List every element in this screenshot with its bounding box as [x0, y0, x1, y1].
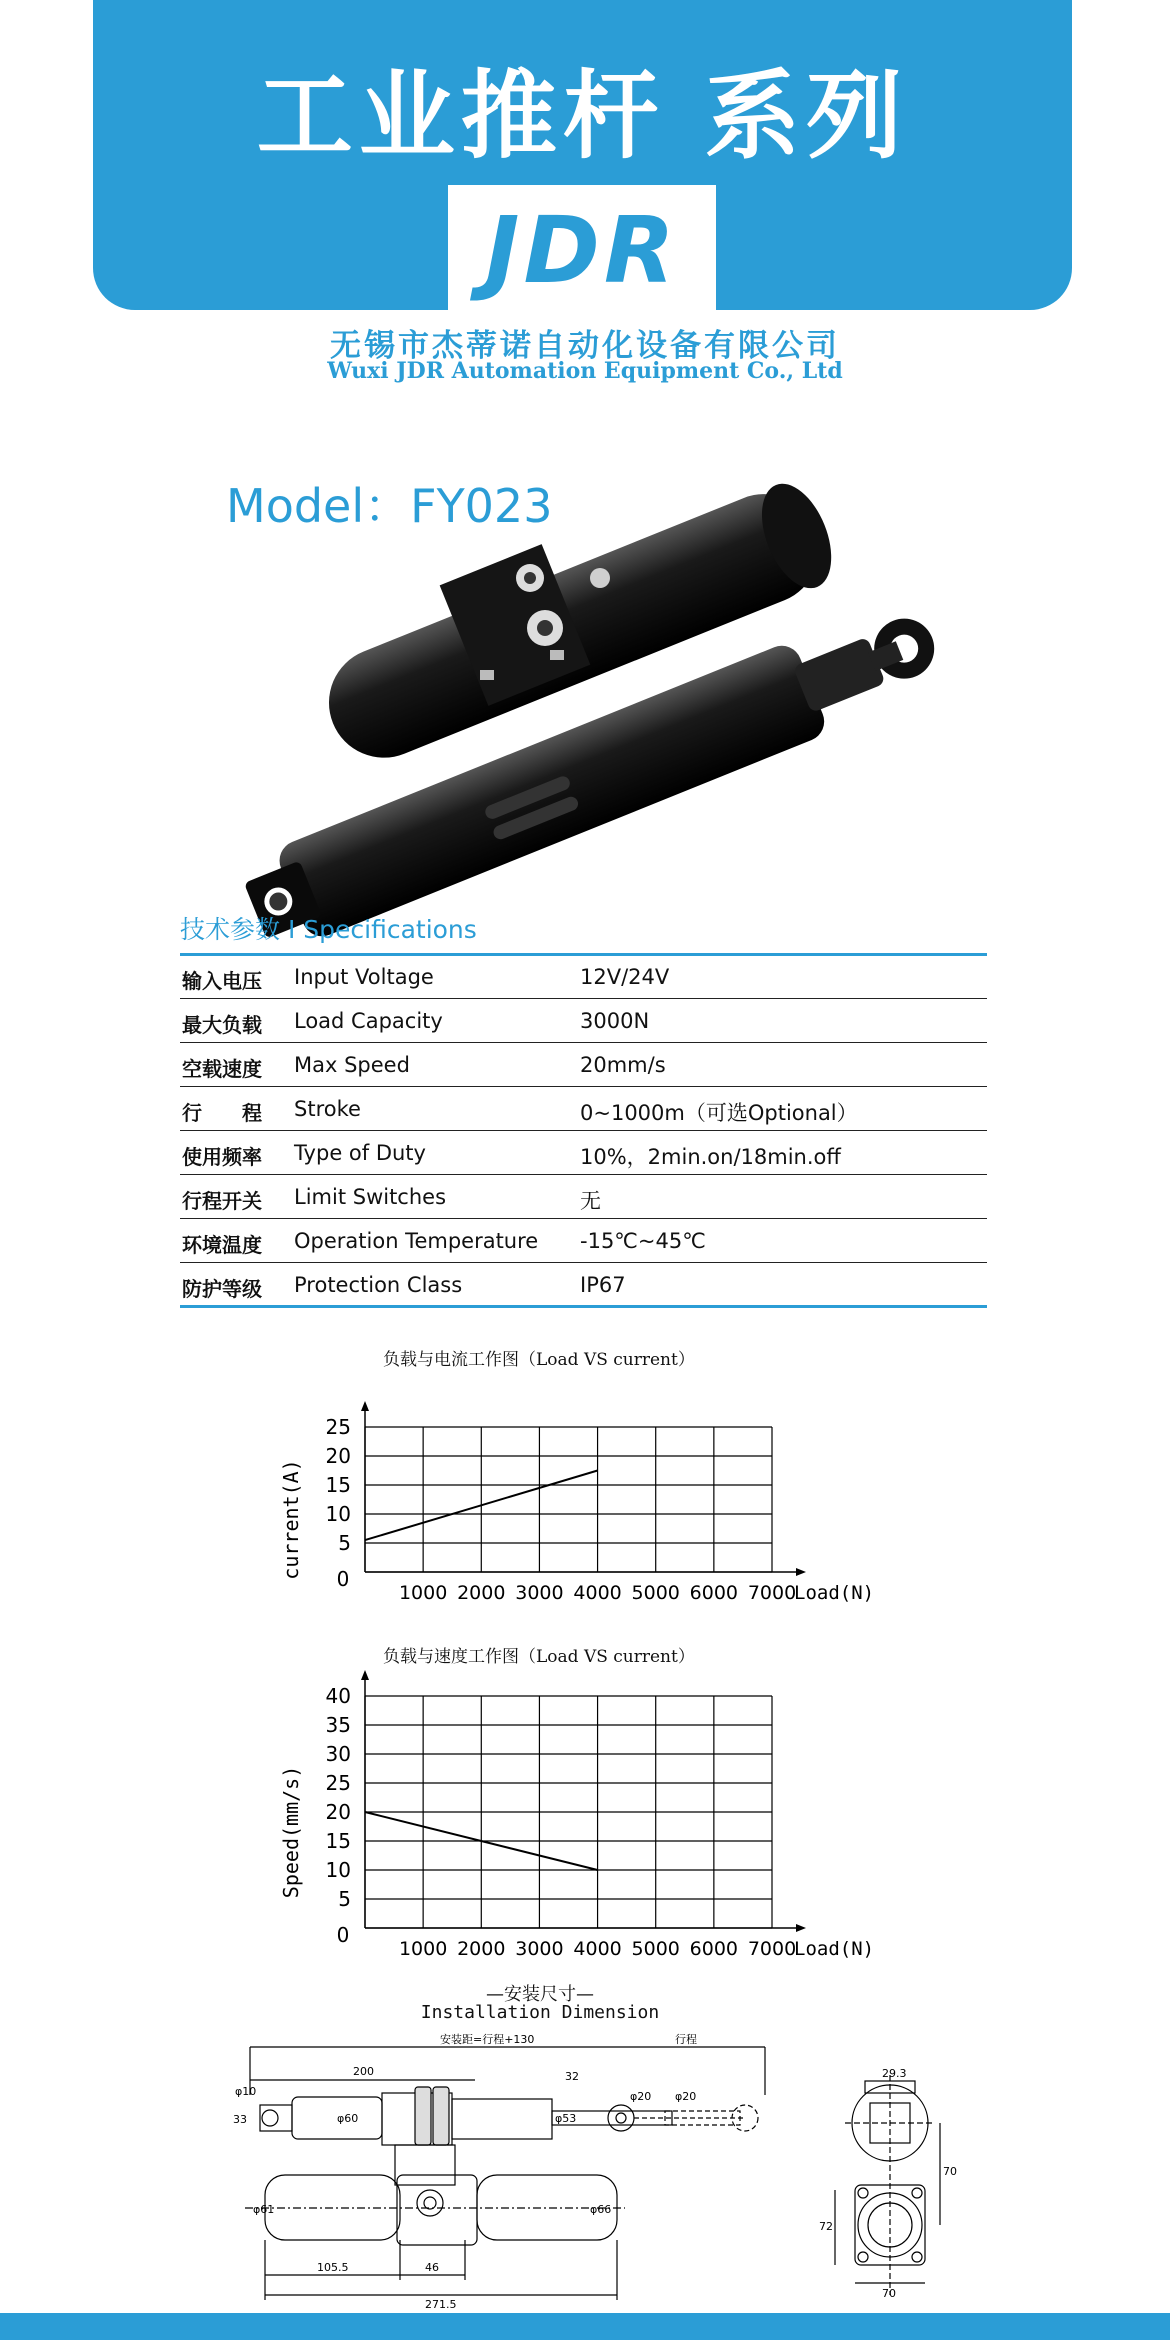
installation-drawing: [225, 2025, 955, 2325]
x-tick-label: 2000: [457, 1582, 506, 1604]
y-tick-label: 20: [325, 1800, 351, 1824]
x-axis-arrow: [796, 1924, 806, 1932]
chart-load-vs-speed: [270, 1670, 910, 1970]
dim-66: φ66: [590, 2203, 612, 2216]
jdr-logo: JDR: [485, 197, 679, 304]
x-tick-label: 5000: [631, 1938, 680, 1960]
actuator-product-image: [270, 460, 920, 900]
x-axis-label: Load(N): [794, 1582, 875, 1604]
dim-side-70v: 70: [943, 2165, 957, 2178]
installation-title-en: Installation Dimension: [420, 2002, 660, 2023]
dim-20a: φ20: [630, 2090, 652, 2103]
spec-label-en: Protection Class: [294, 1273, 463, 1297]
y-tick-label: 40: [325, 1684, 351, 1708]
logo-box: [448, 185, 716, 310]
spec-label-cn: 行程开关: [182, 1189, 262, 1213]
spec-value: 20mm/s: [580, 1053, 666, 1077]
spec-value: 10%，2min.on/18min.off: [580, 1145, 841, 1169]
dim-46: 46: [425, 2261, 439, 2274]
dim-60: φ60: [337, 2112, 359, 2125]
header-banner: [93, 0, 1072, 310]
x-tick-label: 1000: [398, 1938, 448, 1960]
specs-table: [180, 955, 987, 1306]
spec-row-protection-class: [180, 1263, 987, 1306]
spec-value: 0~1000m（可选Optional）: [580, 1101, 858, 1125]
dim-61: φ61: [253, 2203, 275, 2216]
x-tick-label: 5000: [631, 1582, 680, 1604]
spec-row-operation-temperature: [180, 1219, 987, 1263]
dim-stroke: 行程: [675, 2033, 697, 2046]
spec-value: -15℃~45℃: [580, 1229, 706, 1253]
spec-label-cn: 防护等级: [182, 1277, 262, 1301]
x-axis-label: Load(N): [794, 1938, 875, 1960]
spec-value: 3000N: [580, 1009, 650, 1033]
spec-row-max-speed: [180, 1043, 987, 1087]
x-tick-label: 7000: [747, 1582, 797, 1604]
x-tick-label: 3000: [515, 1938, 564, 1960]
series-title: 工业推杆 系列: [256, 60, 909, 172]
y-axis-label: Speed(mm/s): [279, 1765, 303, 1899]
dim-32: 32: [565, 2070, 579, 2083]
y-tick-label: 25: [325, 1415, 351, 1439]
spec-row-input-voltage: [180, 955, 987, 999]
specs-bottom-rule: [180, 1305, 987, 1308]
dim-105: 105.5: [317, 2261, 349, 2274]
origin-label: 0: [336, 1567, 350, 1591]
x-tick-label: 6000: [689, 1582, 739, 1604]
spec-label-cn: 输入电压: [182, 969, 262, 993]
y-tick-label: 10: [325, 1502, 351, 1526]
spec-value: IP67: [580, 1273, 626, 1297]
spec-row-type-of-duty: [180, 1131, 987, 1175]
chart-current-title: 负载与电流工作图（Load VS current）: [383, 1350, 695, 1370]
chart-load-vs-current: [270, 1380, 910, 1610]
y-tick-label: 10: [325, 1858, 351, 1882]
specs-title: 技术参数 I Specifications: [180, 915, 477, 944]
dim-side-72: 72: [819, 2220, 833, 2233]
x-tick-label: 2000: [457, 1938, 506, 1960]
spec-label-en: Stroke: [294, 1097, 361, 1121]
dim-install-distance: 安装距=行程+130: [440, 2033, 535, 2046]
y-tick-label: 5: [338, 1531, 351, 1555]
spec-label-en: Load Capacity: [294, 1009, 443, 1033]
y-tick-label: 5: [338, 1887, 351, 1911]
x-axis-arrow: [796, 1568, 806, 1576]
spec-label-cn: 环境温度: [182, 1233, 262, 1257]
company-name-cn: 无锡市杰蒂诺自动化设备有限公司: [330, 328, 840, 364]
footer-bar: [0, 2313, 1170, 2340]
y-tick-label: 15: [325, 1829, 351, 1853]
spec-label-cn: 最大负载: [182, 1013, 262, 1037]
dim-200: 200: [353, 2065, 374, 2078]
company-name-en: Wuxi JDR Automation Equipment Co., Ltd: [327, 358, 843, 384]
dim-20b: φ20: [675, 2090, 697, 2103]
spec-row-load-capacity: [180, 999, 987, 1043]
origin-label: 0: [336, 1923, 350, 1947]
dim-271: 271.5: [425, 2298, 457, 2311]
x-tick-label: 3000: [515, 1582, 564, 1604]
y-tick-label: 30: [325, 1742, 351, 1766]
x-tick-label: 4000: [573, 1582, 622, 1604]
x-tick-label: 1000: [398, 1582, 448, 1604]
dim-side-29: 29.3: [882, 2067, 907, 2080]
x-tick-label: 7000: [747, 1938, 797, 1960]
y-tick-label: 20: [325, 1444, 351, 1468]
y-tick-label: 25: [325, 1771, 351, 1795]
spec-label-en: Max Speed: [294, 1053, 410, 1077]
spec-label-cn: 行 程: [182, 1101, 262, 1125]
model-label: Model：FY023: [226, 479, 553, 533]
chart-speed-title: 负载与速度工作图（Load VS current）: [383, 1647, 695, 1667]
y-axis-label: current(A): [279, 1459, 303, 1580]
spec-label-en: Operation Temperature: [294, 1229, 539, 1253]
y-tick-label: 35: [325, 1713, 351, 1737]
spec-label-en: Limit Switches: [294, 1185, 447, 1209]
dim-33: 33: [233, 2113, 247, 2126]
spec-value: 无: [580, 1189, 601, 1213]
dim-10: φ10: [235, 2085, 257, 2098]
spec-row-limit-switches: [180, 1175, 987, 1219]
dim-side-70h: 70: [882, 2287, 896, 2300]
dim-53: φ53: [555, 2112, 577, 2125]
y-tick-label: 15: [325, 1473, 351, 1497]
spec-label-en: Input Voltage: [294, 965, 434, 989]
x-tick-label: 4000: [573, 1938, 622, 1960]
y-axis-arrow: [361, 1670, 369, 1680]
spec-label-cn: 空载速度: [182, 1057, 262, 1081]
installation-title-cn: —安装尺寸—: [486, 1984, 594, 2005]
spec-label-en: Type of Duty: [294, 1141, 426, 1165]
spec-row-stroke: [180, 1087, 987, 1131]
x-tick-label: 6000: [689, 1938, 739, 1960]
spec-label-cn: 使用频率: [182, 1145, 262, 1169]
spec-value: 12V/24V: [580, 965, 670, 989]
y-axis-arrow: [361, 1401, 369, 1411]
